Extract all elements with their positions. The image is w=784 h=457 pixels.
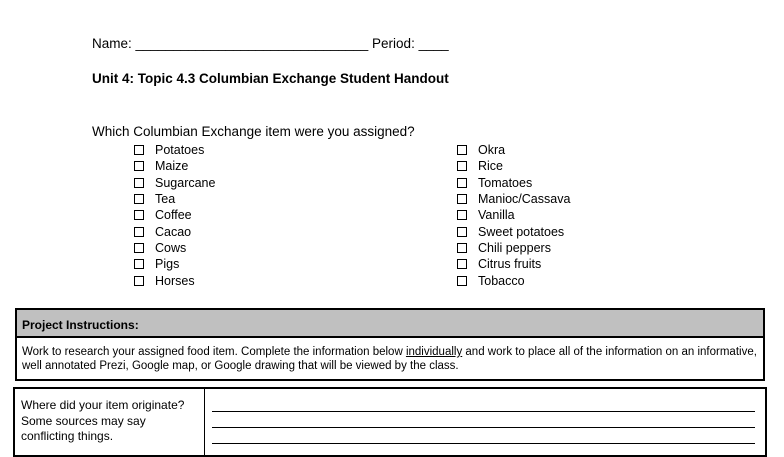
assignment-question: Which Columbian Exchange item were you assigned? — [92, 124, 415, 139]
option-sweet-potatoes[interactable] — [457, 223, 570, 239]
checkbox[interactable] — [457, 227, 467, 237]
option-label: Vanilla — [478, 208, 515, 223]
origin-question-cell — [15, 389, 205, 455]
option-label: Pigs — [155, 257, 180, 272]
name-blank[interactable]: _______________________________ — [135, 36, 369, 51]
option-coffee[interactable] — [134, 207, 215, 223]
answer-line[interactable] — [212, 427, 755, 428]
option-maize[interactable] — [134, 158, 215, 174]
option-manioc-cassava[interactable] — [457, 191, 570, 207]
option-tomatoes[interactable] — [457, 175, 570, 191]
option-rice[interactable] — [457, 158, 570, 174]
checkbox[interactable] — [457, 210, 467, 220]
option-label: Potatoes — [155, 143, 205, 158]
option-potatoes[interactable] — [134, 142, 215, 158]
instructions-text-after: and work to place all of the information on an informative, well annotated Prezi, Google map, or Google drawing that will be viewed by the class. — [22, 346, 757, 372]
instructions-header-label: Project Instructions: — [22, 318, 139, 332]
checkbox[interactable] — [134, 276, 144, 286]
checkbox[interactable] — [457, 178, 467, 188]
options-left-column — [134, 142, 215, 289]
name-period-line — [92, 36, 449, 51]
checkbox[interactable] — [134, 243, 144, 253]
checkbox[interactable] — [457, 194, 467, 204]
option-vanilla[interactable] — [457, 207, 570, 223]
option-label: Tomatoes — [478, 175, 533, 190]
handout-title: Unit 4: Topic 4.3 Columbian Exchange Student Handout — [92, 71, 449, 86]
option-citrus-fruits[interactable] — [457, 256, 570, 272]
options-right-column — [457, 142, 570, 289]
option-chili-peppers[interactable] — [457, 240, 570, 256]
period-blank[interactable]: ____ — [418, 36, 449, 51]
option-sugarcane[interactable] — [134, 175, 215, 191]
origin-question-text: Where did your item originate? Some sources may say conflicting things. — [21, 398, 185, 443]
option-tobacco[interactable] — [457, 272, 570, 288]
option-label: Sweet potatoes — [478, 224, 565, 239]
checkbox[interactable] — [134, 145, 144, 155]
checkbox[interactable] — [134, 194, 144, 204]
option-label: Okra — [478, 143, 506, 158]
checkbox[interactable] — [134, 161, 144, 171]
name-label: Name: — [92, 36, 132, 51]
checkbox[interactable] — [457, 259, 467, 269]
option-label: Manioc/Cassava — [478, 192, 571, 207]
instructions-emphasis: individually — [405, 346, 463, 358]
instructions-header — [15, 308, 765, 338]
checkbox[interactable] — [457, 145, 467, 155]
option-horses[interactable] — [134, 272, 215, 288]
checkbox[interactable] — [134, 178, 144, 188]
answer-line[interactable] — [212, 443, 755, 444]
period-label: Period: — [372, 36, 415, 51]
option-pigs[interactable] — [134, 256, 215, 272]
option-label: Tobacco — [478, 273, 525, 288]
checkbox[interactable] — [457, 243, 467, 253]
option-label: Cacao — [155, 224, 192, 239]
option-label: Citrus fruits — [478, 257, 542, 272]
instructions-text-before: Work to research your assigned food item. Complete the information below — [22, 346, 406, 358]
option-cows[interactable] — [134, 240, 215, 256]
option-label: Horses — [155, 273, 195, 288]
option-label: Maize — [155, 159, 189, 174]
option-label: Rice — [478, 159, 504, 174]
option-label: Chili peppers — [478, 240, 551, 255]
option-label: Tea — [155, 192, 176, 207]
checkbox[interactable] — [134, 227, 144, 237]
option-cacao[interactable] — [134, 223, 215, 239]
answer-line[interactable] — [212, 411, 755, 412]
checkbox[interactable] — [457, 276, 467, 286]
option-label: Sugarcane — [155, 175, 216, 190]
instructions-body — [15, 338, 765, 381]
checkbox[interactable] — [134, 210, 144, 220]
option-label: Coffee — [155, 208, 192, 223]
option-label: Cows — [155, 240, 187, 255]
checkbox[interactable] — [134, 259, 144, 269]
origin-question-table — [13, 387, 767, 457]
instructions-text — [22, 345, 760, 373]
checkbox[interactable] — [457, 161, 467, 171]
option-tea[interactable] — [134, 191, 215, 207]
option-okra[interactable] — [457, 142, 570, 158]
